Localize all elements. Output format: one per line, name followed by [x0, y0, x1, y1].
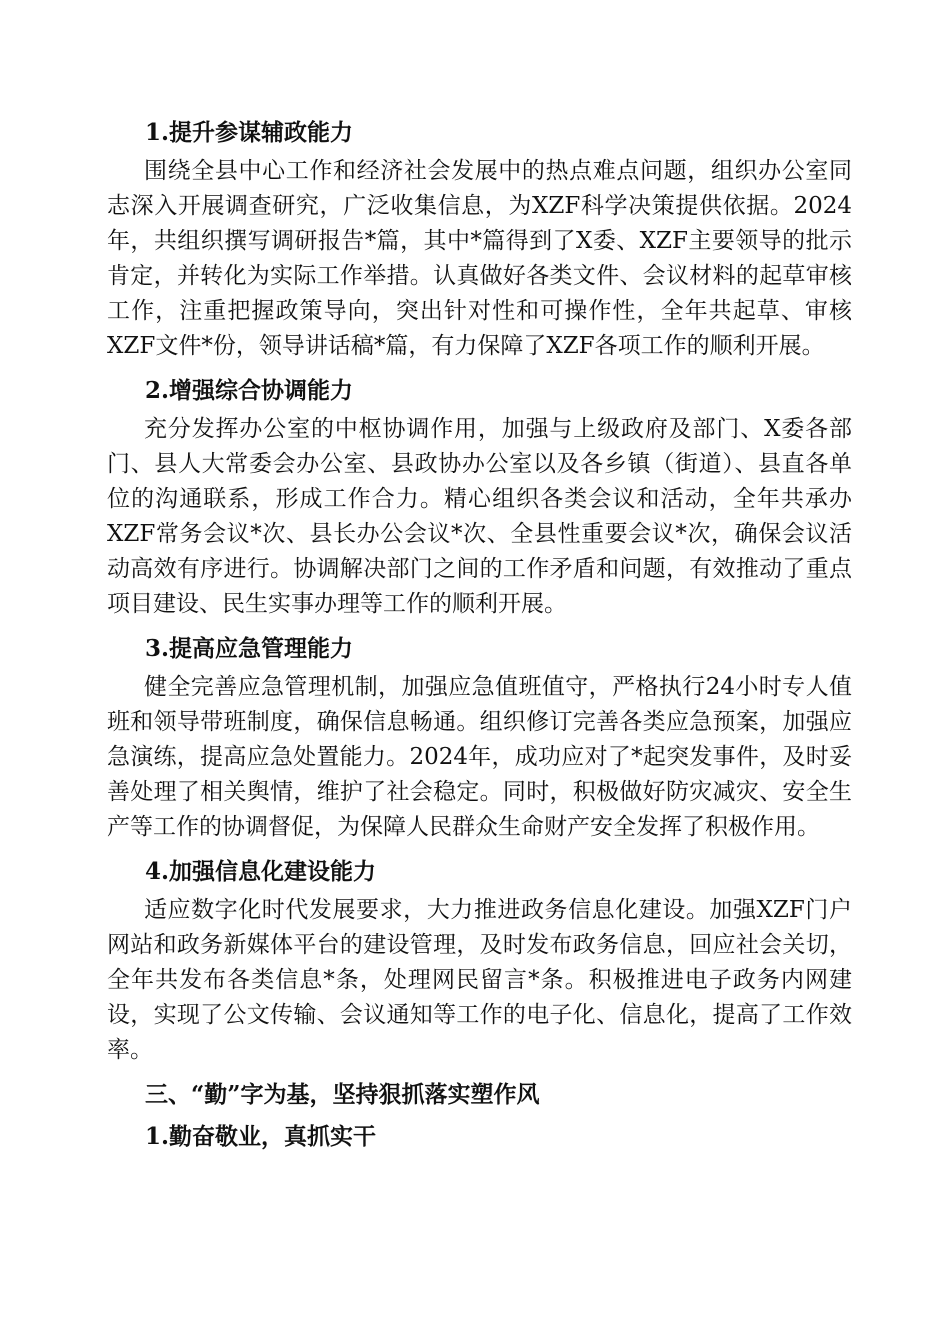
section-heading-3: 3.提高应急管理能力: [145, 635, 354, 662]
section-body-1: 围绕全县中心工作和经济社会发展中的热点难点问题，组织办公室同志深入开展调查研究，广泛收集信息，为XZF科学决策提供依据。2024年，共组织撰写调研报告*篇，其中*篇得到了X委、XZF主要领导的批示肯定，并转化为实际工作举措。认真做好各类文件、会议材料的起草审核工作，注重把握政策导向，突出针对性和可操作性，全年共起草、审核XZF文件*份，领导讲话稿*篇，有力保障了XZF各项工作的顺利开展。: [107, 158, 852, 359]
chapter-heading: 三、“勤”字为基，坚持狠抓落实塑作风: [145, 1081, 540, 1108]
section-body-3: 健全完善应急管理机制，加强应急值班值守，严格执行24小时专人值班和领导带班制度，确保信息畅通。组织修订完善各类应急预案，加强应急演练，提高应急处置能力。2024年，成功应对了*起突发事件，及时妥善处理了相关舆情，维护了社会稳定。同时，积极做好防灾减灾、安全生产等工作的协调督促，为保障人民群众生命财产安全发挥了积极作用。: [107, 674, 852, 840]
section-heading-4: 4.加强信息化建设能力: [145, 858, 377, 885]
document-page: [107, 112, 852, 1158]
subsection-heading: 1.勤奋敬业，真抓实干: [145, 1123, 377, 1150]
section-heading-1: 1.提升参谋辅政能力: [145, 119, 354, 146]
section-body-2: 充分发挥办公室的中枢协调作用，加强与上级政府及部门、X委各部门、县人大常委会办公室、县政协办公室以及各乡镇（街道）、县直各单位的沟通联系，形成工作合力。精心组织各类会议和活动，全年共承办XZF常务会议*次、县长办公会议*次、全县性重要会议*次，确保会议活动高效有序进行。协调解决部门之间的工作矛盾和问题，有效推动了重点项目建设、民生实事办理等工作的顺利开展。: [107, 416, 852, 617]
section-heading-2: 2.增强综合协调能力: [145, 377, 354, 404]
section-body-4: 适应数字化时代发展要求，大力推进政务信息化建设。加强XZF门户网站和政务新媒体平台的建设管理，及时发布政务信息，回应社会关切，全年共发布各类信息*条，处理网民留言*条。积极推进电子政务内网建设，实现了公文传输、会议通知等工作的电子化、信息化，提高了工作效率。: [107, 897, 852, 1063]
